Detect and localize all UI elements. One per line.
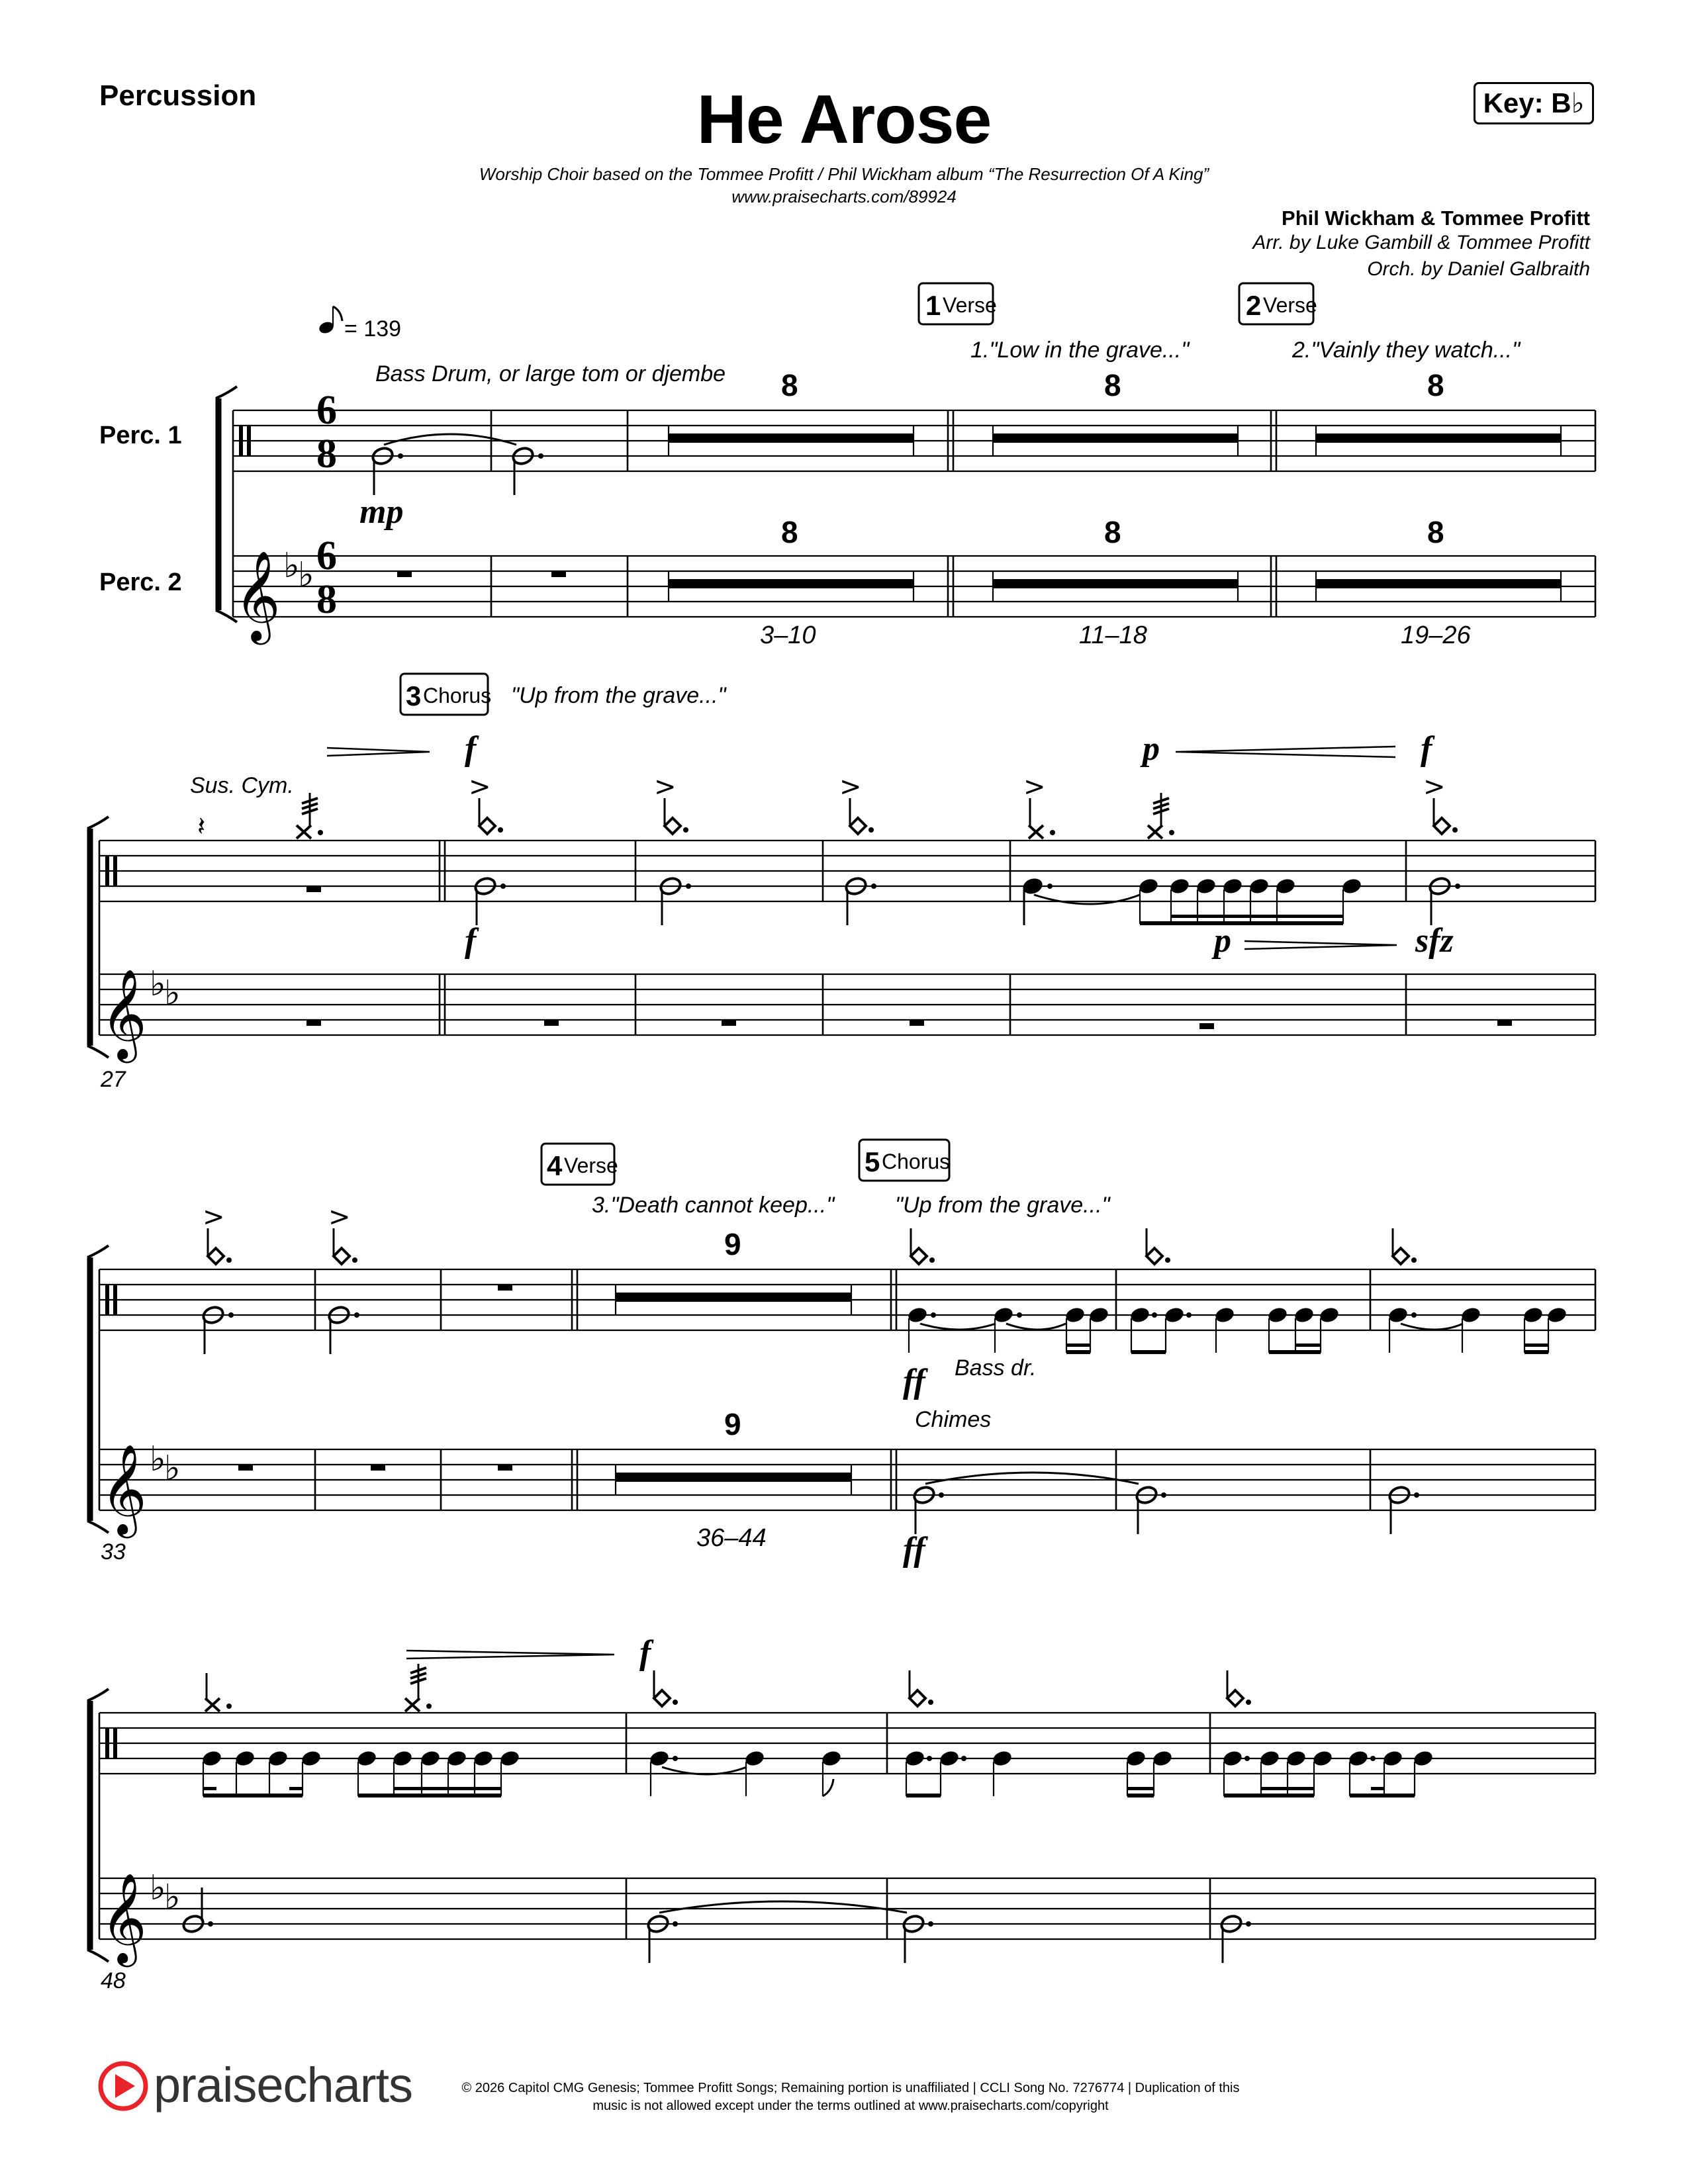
key-signature-flat-1: ♭	[150, 1868, 166, 1908]
note-dotted-half-2	[511, 446, 543, 495]
svg-text:9: 9	[724, 1407, 741, 1441]
measure-47	[1387, 1228, 1568, 1534]
section-lyric-4: 3."Death cannot keep..."	[592, 1193, 835, 1218]
play-circle-icon	[101, 2064, 146, 2109]
measure-35	[498, 1285, 512, 1471]
dynamic-sfz: sfz	[1415, 922, 1454, 960]
measure-number-48: 48	[101, 1968, 126, 1993]
time-sig-top-2: 6	[316, 533, 337, 578]
dynamic-p: p	[1214, 922, 1231, 960]
praisecharts-logo[interactable]: praisecharts	[154, 2058, 413, 2113]
dynamic-f: f	[639, 1634, 651, 1672]
svg-text:2: 2	[1246, 290, 1262, 321]
multirest-4	[616, 1227, 851, 1552]
measure-29	[654, 772, 736, 1026]
svg-text:8: 8	[1104, 368, 1121, 402]
barlines-system-2	[99, 841, 1595, 1035]
treble-clef-icon: 𝄞	[234, 549, 281, 641]
rest-whole	[306, 886, 321, 892]
tempo-value: = 139	[344, 316, 402, 341]
part-name: Percussion	[99, 79, 257, 112]
measure-33	[201, 1202, 253, 1471]
svg-text:8: 8	[1104, 515, 1121, 549]
measure-28	[469, 772, 559, 1026]
svg-text:3: 3	[406, 680, 422, 711]
crescendo-hairpin-3	[406, 1651, 614, 1659]
rest-quarter: 𝄽	[197, 811, 206, 842]
crescendo-hairpin-1	[327, 748, 430, 756]
section-lyric-2: 2."Vainly they watch..."	[1292, 338, 1521, 363]
percussion-clef	[113, 856, 117, 886]
dynamic-ff: ff	[903, 1531, 925, 1569]
svg-text:1: 1	[925, 290, 941, 321]
measure-49	[646, 1670, 907, 1963]
dynamic-p: p	[1143, 730, 1160, 768]
composer: Phil Wickham & Tommee Profitt	[1282, 206, 1590, 230]
time-sig-bottom-2: 8	[316, 577, 337, 622]
copyright-notice	[424, 2079, 1278, 2115]
measure-50	[902, 1670, 1173, 1963]
svg-text:>: >	[328, 1202, 351, 1232]
svg-text:Verse: Verse	[943, 293, 997, 317]
key-signature-flat-2: ♭	[164, 1449, 181, 1488]
svg-text:3–10: 3–10	[760, 621, 816, 649]
copyright-line-1: © 2026 Capitol CMG Genesis; Tommee Profitt Songs; Remaining portion is unaffiliated | CCLI Song No. 7276774 | Duplication of this	[461, 2081, 1240, 2095]
key-signature-flat-2: ♭	[164, 1878, 181, 1917]
decrescendo-hairpin	[1244, 941, 1397, 949]
chimes-label: Chimes	[915, 1407, 992, 1432]
measure-31	[1021, 772, 1362, 1029]
rehearsal-mark-1	[919, 283, 997, 324]
staff-perc2-sys4	[99, 1878, 1595, 1939]
svg-text:Verse: Verse	[1263, 293, 1317, 317]
song-title: He Arose	[696, 81, 992, 158]
svg-text:>: >	[654, 772, 677, 802]
svg-text:8: 8	[781, 368, 798, 402]
copyright-line-2: music is not allowed except under the terms outlined at www.praisecharts.com/copyright	[592, 2099, 1109, 2113]
svg-text:4: 4	[547, 1150, 563, 1181]
cymbal-note-x	[297, 793, 323, 839]
measure-number-33: 33	[101, 1539, 126, 1565]
staff-label-perc2: Perc. 2	[99, 569, 182, 596]
percussion-clef	[105, 1285, 109, 1315]
svg-text:>: >	[839, 772, 862, 802]
treble-clef-icon: 𝄞	[101, 1443, 147, 1534]
instrument-note: Bass Drum, or large tom or djembe	[375, 361, 726, 387]
svg-text:>: >	[203, 1202, 225, 1232]
dynamic-f: f	[465, 922, 477, 960]
measure-number-27: 27	[101, 1067, 126, 1092]
key-signature-flat-1: ♭	[150, 1439, 166, 1479]
svg-text:>: >	[469, 772, 491, 802]
dynamic-f: f	[465, 730, 477, 768]
sus-cym-label: Sus. Cym.	[190, 773, 294, 798]
section-lyric-3: "Up from the grave..."	[511, 683, 726, 708]
key-signature-flat-1: ♭	[150, 964, 166, 1004]
rehearsal-mark-3	[400, 674, 491, 715]
measure-46	[1129, 1228, 1340, 1534]
time-sig-top-1: 6	[316, 388, 337, 433]
bass-dr-label: Bass dr.	[955, 1355, 1037, 1381]
subtitle-album: Worship Choir based on the Tommee Profitt / Phil Wickham album “The Resurrection Of A King”	[479, 164, 1209, 184]
section-lyric-1: 1."Low in the grave..."	[970, 338, 1190, 363]
percussion-clef	[105, 856, 109, 886]
orchestrator: Orch. by Daniel Galbraith	[1367, 258, 1590, 280]
dynamic-f: f	[1421, 730, 1432, 768]
percussion-clef	[113, 1285, 117, 1315]
rehearsal-mark-4	[541, 1144, 618, 1185]
note-dotted-half-1	[371, 446, 403, 495]
svg-text:Verse: Verse	[564, 1154, 618, 1177]
percussion-clef	[105, 1728, 109, 1758]
measure-45	[906, 1228, 1139, 1534]
svg-text:8: 8	[781, 515, 798, 549]
tie-1	[384, 434, 516, 445]
section-lyric-5: "Up from the grave..."	[895, 1193, 1110, 1218]
svg-text:36–44: 36–44	[696, 1524, 767, 1552]
svg-text:>: >	[1423, 772, 1446, 802]
measure-34	[327, 1202, 385, 1471]
rehearsal-mark-5	[859, 1140, 950, 1181]
key-label: Key: B♭	[1474, 82, 1594, 124]
svg-text:8: 8	[1427, 368, 1444, 402]
dynamic-ff: ff	[903, 1363, 925, 1400]
svg-text:8: 8	[1427, 515, 1444, 549]
rest-whole	[551, 571, 566, 577]
measure-51	[1219, 1670, 1434, 1963]
svg-text:>: >	[1023, 772, 1046, 802]
svg-text:Chorus: Chorus	[882, 1150, 951, 1173]
key-signature-flat-1: ♭	[283, 546, 300, 586]
svg-text:Chorus: Chorus	[423, 684, 492, 707]
percussion-clef	[113, 1728, 117, 1758]
svg-text:19–26: 19–26	[1401, 621, 1471, 649]
subtitle-url: www.praisecharts.com/89924	[731, 187, 957, 206]
dynamic-mp: mp	[359, 493, 404, 531]
crescendo-hairpin-2	[1176, 747, 1395, 757]
measure-30	[839, 772, 924, 1026]
tempo-mark	[318, 306, 401, 341]
staff-label-perc1: Perc. 1	[99, 422, 182, 449]
time-sig-bottom-1: 8	[316, 432, 337, 477]
rehearsal-mark-2	[1239, 283, 1317, 324]
measure-32	[1423, 772, 1512, 1026]
key-signature-flat-2: ♭	[164, 974, 181, 1013]
treble-clef-icon: 𝄞	[101, 968, 147, 1059]
staff-perc2-sys2	[99, 974, 1595, 1035]
key-signature-flat-2: ♭	[298, 555, 314, 595]
treble-clef-icon: 𝄞	[101, 1872, 147, 1963]
rest-whole	[397, 571, 412, 577]
svg-text:11–18: 11–18	[1079, 621, 1147, 649]
svg-text:5: 5	[865, 1146, 880, 1177]
arranger: Arr. by Luke Gambill & Tommee Profitt	[1252, 232, 1590, 253]
rest-whole	[306, 1020, 321, 1026]
staff-perc1-sys4	[99, 1713, 1595, 1774]
svg-text:9: 9	[724, 1227, 741, 1261]
